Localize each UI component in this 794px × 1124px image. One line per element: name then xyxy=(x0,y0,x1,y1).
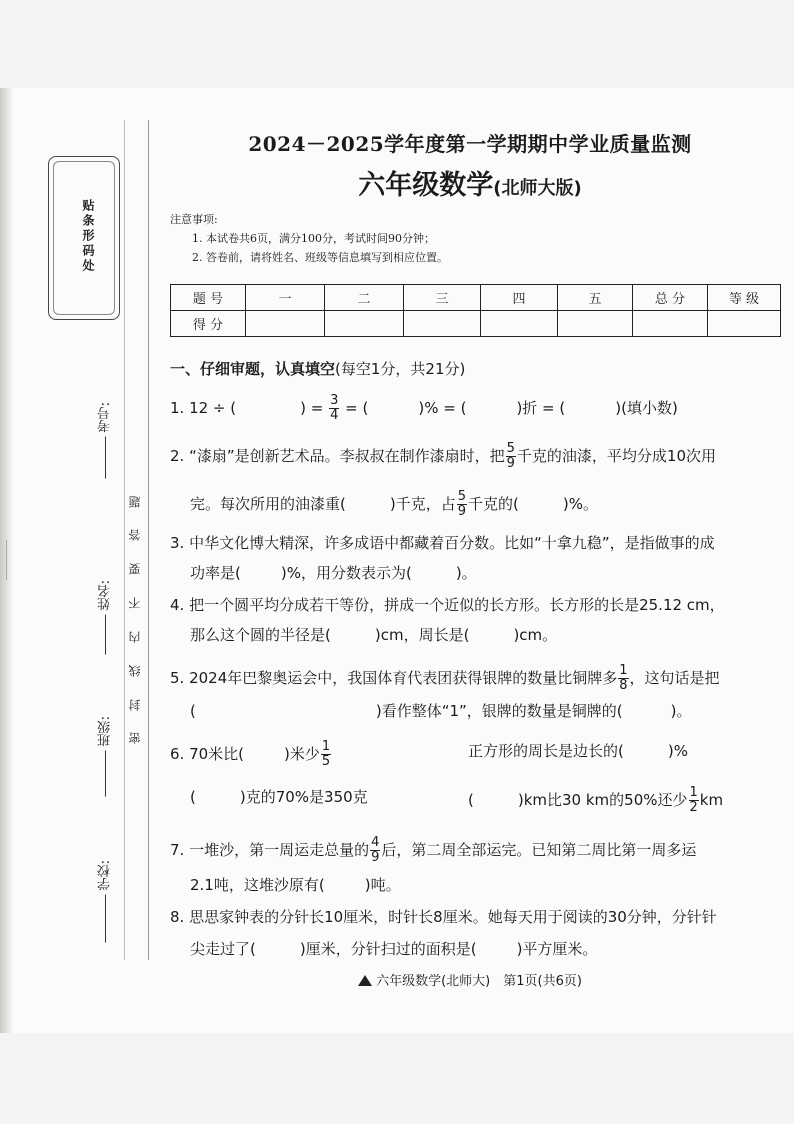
notice-item: 2. 答卷前，请将姓名、班级等信息填写到相应位置。 xyxy=(192,251,448,264)
fraction xyxy=(370,836,380,865)
question-4 xyxy=(170,594,766,616)
q6-text: 6. 70米比( xyxy=(170,745,245,763)
footer-text: 六年级数学(北师大) 第1页(共6页) xyxy=(376,974,582,989)
school-line[interactable] xyxy=(106,895,107,943)
exam-no-field[interactable] xyxy=(96,402,115,479)
score-header-cell: 二 xyxy=(325,285,404,311)
name-line[interactable] xyxy=(106,615,107,655)
notice-heading: 注意事项: xyxy=(170,213,218,226)
q2-text: 完。每次所用的油漆重( xyxy=(190,495,346,513)
q4-text: 4. 把一个圆平均分成若干等份，拼成一个近似的长方形。长方形的长是25.12 cm， xyxy=(170,596,725,614)
q1-text: ) = xyxy=(300,399,324,417)
class-field[interactable] xyxy=(96,716,115,797)
subject-name: 六年级数学 xyxy=(358,170,494,201)
exam-no-line[interactable] xyxy=(106,437,107,479)
class-label: 班级: xyxy=(98,716,113,747)
numerator: 1 xyxy=(689,785,698,800)
section-1-title: 一、仔细审题，认真填空 xyxy=(170,360,336,378)
seal-char: 答 xyxy=(128,529,142,542)
name-field[interactable] xyxy=(96,580,115,655)
question-3-line-2 xyxy=(170,562,766,584)
denominator: 9 xyxy=(371,850,380,865)
score-table-header-row xyxy=(171,285,781,311)
seal-char: 题 xyxy=(128,495,142,508)
score-cell[interactable] xyxy=(633,311,708,337)
q7-text: 后，第二周全部运完。已知第二周比第一周多运 xyxy=(381,841,697,859)
fraction xyxy=(618,664,628,693)
question-2 xyxy=(170,442,766,471)
score-cell[interactable] xyxy=(481,311,558,337)
q6-text: )克的70%是350克 xyxy=(239,788,368,806)
question-7 xyxy=(170,836,766,865)
fraction xyxy=(506,442,516,471)
numerator: 5 xyxy=(506,441,515,456)
q5-text: ( xyxy=(190,702,196,720)
denominator: 9 xyxy=(457,504,466,519)
q1-text: 1. 12 ÷ ( xyxy=(170,399,237,417)
q4-text: )cm，周长是( xyxy=(374,626,470,644)
question-5-line-2 xyxy=(170,700,766,722)
question-1 xyxy=(170,394,766,423)
score-header-cell: 一 xyxy=(246,285,325,311)
question-4-line-2 xyxy=(170,624,766,646)
exam-title: 2024－2025学年度第一学期期中学业质量监测 xyxy=(248,132,692,156)
q7-text: 7. 一堆沙，第一周运走总量的 xyxy=(170,841,370,859)
question-2-line-2 xyxy=(170,490,766,519)
seal-char: 线 xyxy=(128,664,142,677)
q6-text: 正方形的周长是边长的( xyxy=(468,742,624,760)
score-table-score-row xyxy=(171,311,781,337)
score-cell[interactable] xyxy=(325,311,404,337)
q3-text: )。 xyxy=(455,564,477,582)
q2-text: 2. “漆扇”是创新艺术品。李叔叔在制作漆扇时，把 xyxy=(170,447,505,465)
q3-text: 功率是( xyxy=(190,564,241,582)
q5-text: )看作整体“1”，银牌的数量是铜牌的( xyxy=(375,702,623,720)
q6-text: ( xyxy=(190,788,196,806)
q6-text: )km比30 km的50%还少 xyxy=(517,791,688,809)
triangle-logo-icon xyxy=(358,975,372,986)
score-row-label: 得 分 xyxy=(171,311,246,337)
question-8 xyxy=(170,906,766,928)
page-footer xyxy=(190,970,750,989)
q1-text: )% = ( xyxy=(418,399,467,417)
score-table xyxy=(170,284,781,337)
exam-no-label: 考号: xyxy=(98,402,113,433)
school-label: 学校: xyxy=(98,860,113,891)
q7-text: )吨。 xyxy=(364,876,401,894)
numerator: 3 xyxy=(330,393,339,408)
q6-text: )米少 xyxy=(284,745,320,763)
question-3 xyxy=(170,532,766,554)
seal-char: 内 xyxy=(128,630,142,643)
q4-text: )cm。 xyxy=(513,626,558,644)
score-cell[interactable] xyxy=(558,311,633,337)
q6-text: km xyxy=(699,791,724,809)
seal-char: 密 xyxy=(128,732,142,745)
seal-warning xyxy=(126,400,146,840)
question-6 xyxy=(170,740,766,769)
seal-char: 不 xyxy=(128,597,142,610)
q2-text: )%。 xyxy=(562,495,598,513)
denominator: 8 xyxy=(619,678,628,693)
q1-text: = ( xyxy=(345,399,369,417)
question-7-line-2 xyxy=(170,874,766,896)
question-8-line-2 xyxy=(170,938,766,960)
barcode-label: 贴条形码处 xyxy=(81,198,95,274)
score-header-cell: 三 xyxy=(404,285,481,311)
q8-text: 尖走过了( xyxy=(190,940,256,958)
q3-text: 3. 中华文化博大精深，许多成语中都藏着百分数。比如“十拿九稳”，是指做事的成 xyxy=(170,534,715,552)
section-1-heading xyxy=(170,358,465,379)
q6-right-2 xyxy=(468,786,723,815)
fraction xyxy=(457,490,467,519)
name-label: 姓名: xyxy=(98,580,113,611)
q5-text: ，这句话是把 xyxy=(629,669,720,687)
q1-text: )折 = ( xyxy=(516,399,566,417)
score-header-cell: 五 xyxy=(558,285,633,311)
seal-char: 要 xyxy=(128,563,142,576)
section-1-points: (每空1分，共21分) xyxy=(335,360,466,378)
score-cell[interactable] xyxy=(246,311,325,337)
seal-char: 封 xyxy=(128,698,142,711)
q6-text: ( xyxy=(468,791,474,809)
numerator: 4 xyxy=(371,835,380,850)
q1-text: )(填小数) xyxy=(615,399,678,417)
subject-title xyxy=(190,163,750,202)
question-6-line-2 xyxy=(170,785,766,815)
q4-text: 那么这个圆的半径是( xyxy=(190,626,331,644)
denominator: 9 xyxy=(506,456,515,471)
q2-text: 千克的油漆，平均分成10次用 xyxy=(516,447,716,465)
binding-rule xyxy=(124,120,125,960)
numerator: 1 xyxy=(321,739,331,754)
q5-text: 5. 2024年巴黎奥运会中，我国体育代表团获得银牌的数量比铜牌多 xyxy=(170,669,618,687)
numerator: 5 xyxy=(457,489,466,504)
class-line[interactable] xyxy=(106,751,107,797)
score-cell[interactable] xyxy=(404,311,481,337)
margin-mark xyxy=(6,540,11,580)
barcode-area xyxy=(48,156,120,320)
q7-text: 2.1吨，这堆沙原有( xyxy=(190,876,325,894)
fraction xyxy=(689,786,699,815)
q8-text: )平方厘米。 xyxy=(516,940,598,958)
denominator: 5 xyxy=(321,754,331,769)
q3-text: )%，用分数表示为( xyxy=(280,564,412,582)
fraction xyxy=(321,740,331,769)
q2-text: 千克的( xyxy=(468,495,519,513)
school-field[interactable] xyxy=(96,860,115,943)
q6-text: )% xyxy=(667,742,688,760)
q5-text: )。 xyxy=(670,702,692,720)
question-5 xyxy=(170,664,766,693)
notice-item: 1. 本试卷共6页，满分100分，考试时间90分钟； xyxy=(192,232,435,245)
denominator: 2 xyxy=(689,800,698,815)
score-cell[interactable] xyxy=(708,311,781,337)
seal-line xyxy=(148,120,149,960)
edition-label: (北师大版) xyxy=(493,178,582,199)
q8-text: 8. 思思家钟表的分针长10厘米，时针长8厘米。她每天用于阅读的30分钟，分针针 xyxy=(170,908,717,926)
fraction xyxy=(329,394,339,423)
q2-text: )千克，占 xyxy=(389,495,456,513)
q6-right xyxy=(468,740,688,762)
score-header-cell: 题 号 xyxy=(171,285,246,311)
score-header-cell: 总 分 xyxy=(633,285,708,311)
score-header-cell: 等 级 xyxy=(708,285,781,311)
q8-text: )厘米，分针扫过的面积是( xyxy=(299,940,477,958)
notice-block xyxy=(170,210,448,267)
numerator: 1 xyxy=(619,663,628,678)
denominator: 4 xyxy=(330,408,339,423)
score-header-cell: 四 xyxy=(481,285,558,311)
